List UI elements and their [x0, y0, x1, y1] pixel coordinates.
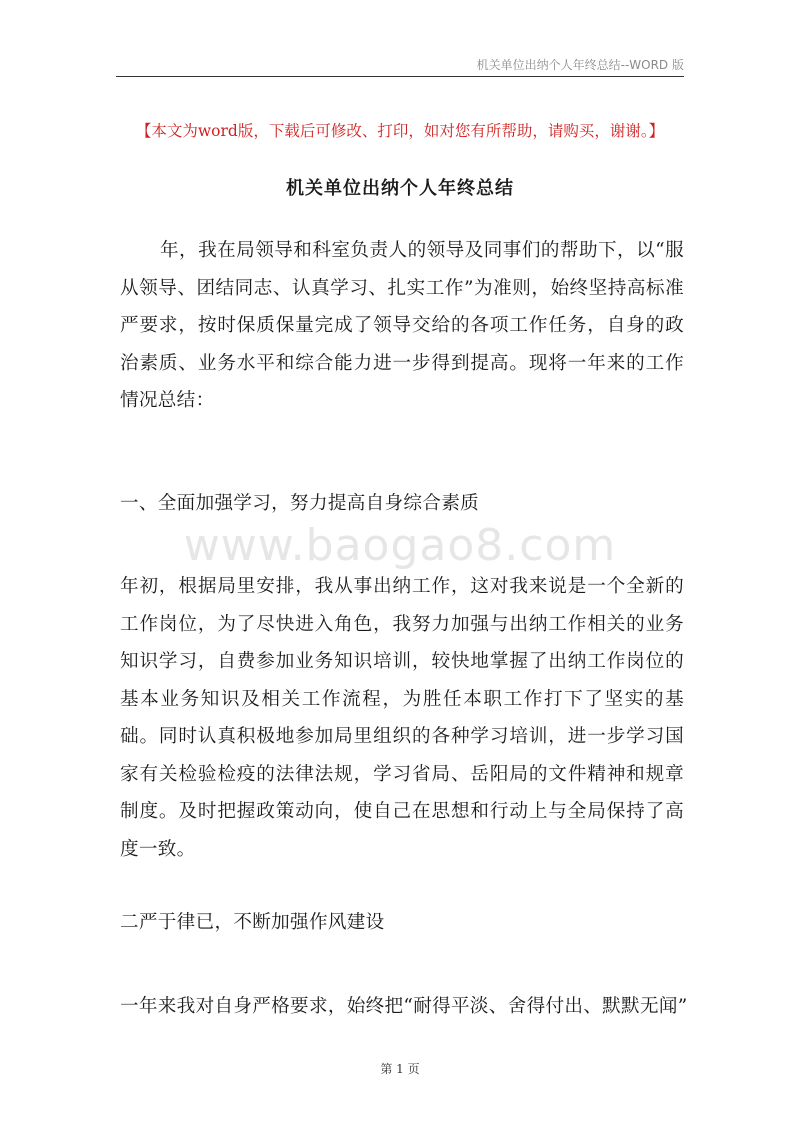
section-1-paragraph: 年初，根据局里安排，我从事出纳工作，这对我来说是一个全新的工作岗位，为了尽快进入角色，我努力加强与出纳工作相关的业务知识学习，自费参加业务知识培训，较快地掌握了出纳工作岗位的基本业务知识及相关工作流程，为胜任本职工作打下了坚实的基础。同时认真积极地参加局里组织的各种学习培训，进一步学习国家有关检验检疫的法律法规，学习省局、岳阳局的文件精神和规章制度。及时把握政策动向，使自己在思想和行动上与全局保持了高度一致。 — [120, 576, 684, 860]
section-2-paragraph: 一年来我对自身严格要求，始终把“耐得平淡、舍得付出、默默无闻” — [120, 996, 688, 1017]
purchase-notice: 【本文为word版，下载后可修改、打印，如对您有所帮助，请购买，谢谢。】 — [135, 122, 665, 140]
intro-paragraph: 年，我在局领导和科室负责人的领导及同事们的帮助下，以“服从领导、团结同志、认真学习、扎实工作”为准则，始终坚持高标准严要求，按时保质保量完成了领导交给的各项工作任务，自身的政治素质、业务水平和综合能力进一步得到提高。现将一年来的工作情况总结： — [120, 240, 684, 411]
section-heading-2: 二严于律已，不断加强作风建设 — [120, 912, 385, 933]
watermark: www.baogao8.com — [183, 520, 617, 571]
running-header: 机关单位出纳个人年终总结--WORD 版 — [476, 58, 684, 72]
document-title: 机关单位出纳个人年终总结 — [286, 178, 514, 199]
section-heading-1: 一、全面加强学习，努力提高自身综合素质 — [120, 493, 479, 514]
header-divider — [116, 76, 684, 77]
page-number: 第 1 页 — [380, 1062, 420, 1076]
